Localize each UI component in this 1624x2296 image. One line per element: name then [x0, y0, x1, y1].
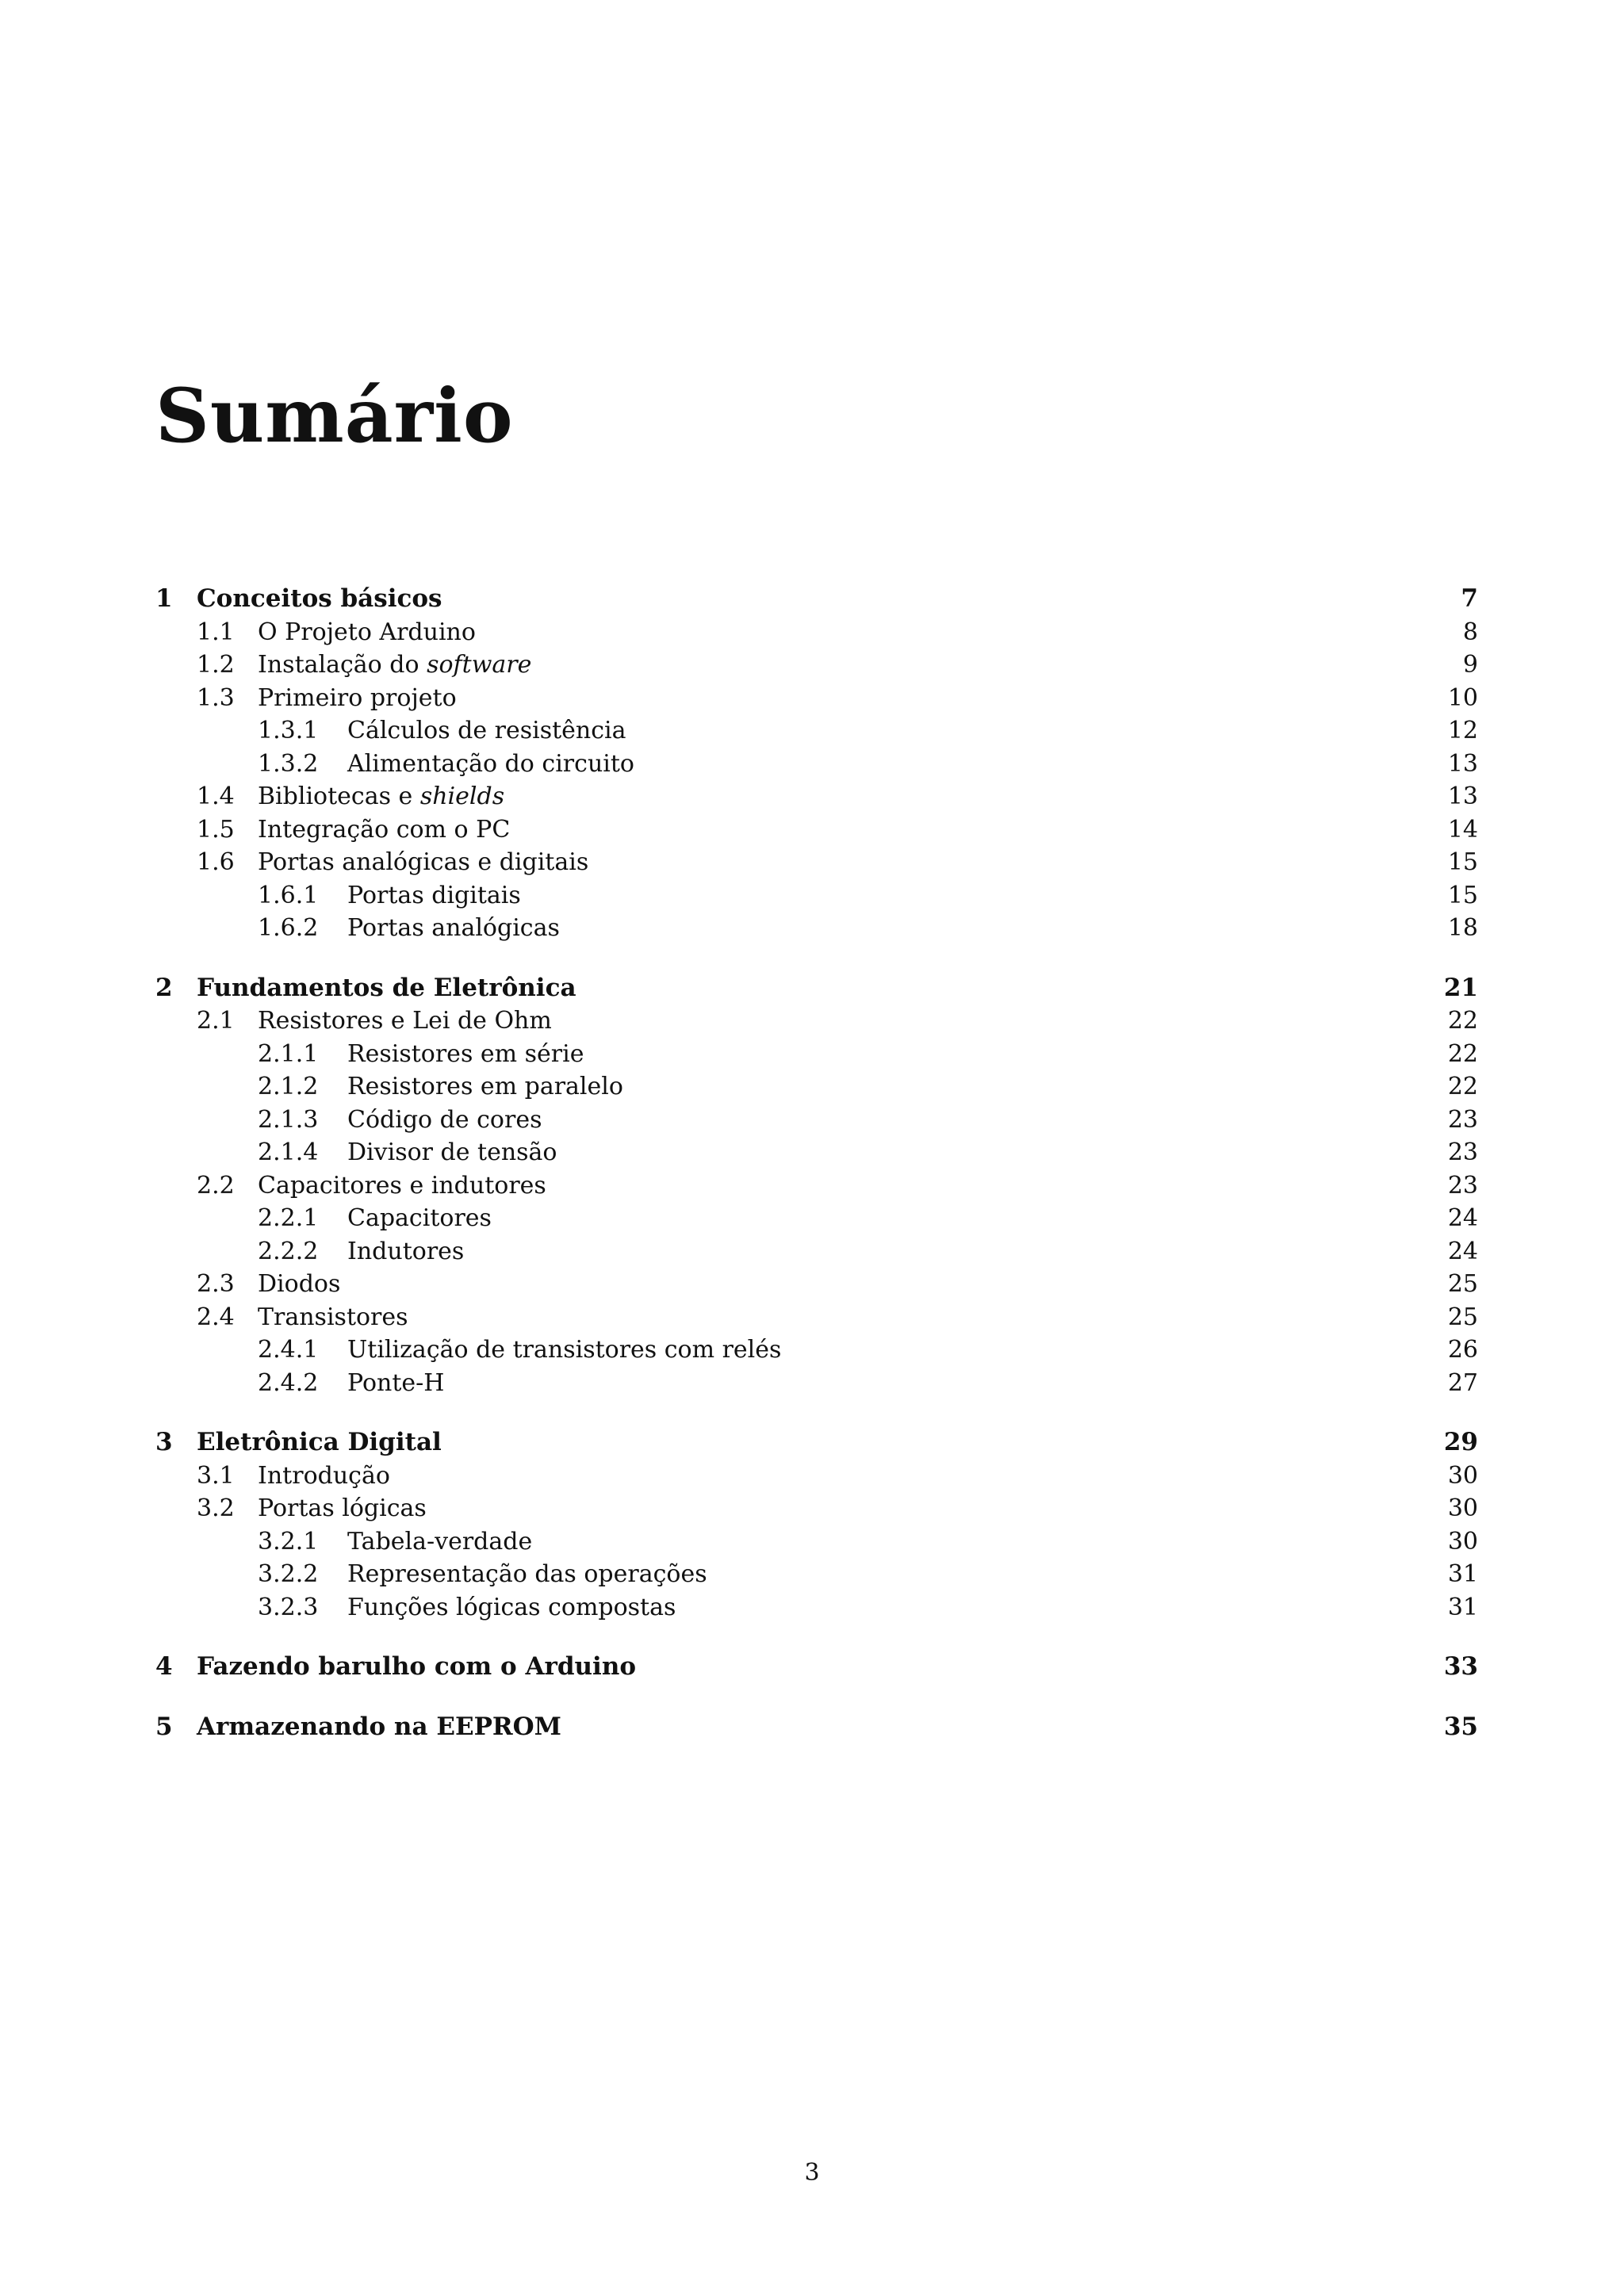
toc-entry-title[interactable]	[347, 1104, 550, 1137]
toc-entry-title[interactable]	[258, 1268, 348, 1301]
toc-entry-page: 21	[1443, 973, 1478, 1002]
toc-entry-title-text: Portas analógicas e digitais	[258, 848, 589, 876]
toc-entry-title-text: Resistores e Lei de Ohm	[258, 1007, 552, 1035]
toc-entry-title[interactable]	[258, 1460, 398, 1493]
toc-entry-page: 14	[1447, 815, 1478, 844]
toc-entry-page: 15	[1447, 881, 1478, 909]
toc-entry-title[interactable]	[347, 1136, 565, 1169]
toc-entry-number: 2	[155, 973, 173, 1002]
toc-entry-title-text: Bibliotecas e	[258, 783, 420, 810]
toc-entry-title-italic: software	[427, 651, 532, 679]
toc-subsection[interactable]	[155, 1525, 1478, 1559]
toc-entry-title-text: Utilização de transistores com relés	[347, 1336, 782, 1364]
toc-entry-title[interactable]	[347, 1202, 500, 1235]
toc-entry-page: 13	[1447, 783, 1478, 810]
toc-entry-title-text: Conceitos básicos	[197, 584, 442, 613]
toc-entry-title[interactable]	[347, 1235, 472, 1269]
toc-subsection[interactable]	[155, 1334, 1478, 1367]
toc-subsection[interactable]	[155, 1235, 1478, 1269]
toc-entry-title-text: Alimentação do circuito	[347, 749, 634, 778]
toc-entry-title-text: Eletrônica Digital	[197, 1428, 442, 1456]
toc-entry-page: 25	[1447, 1270, 1478, 1298]
toc-entry-title-text: Portas analógicas	[347, 914, 560, 942]
toc-entry-number: 2.2	[197, 1171, 235, 1200]
toc-entry-title[interactable]	[258, 780, 512, 813]
toc-section[interactable]	[155, 1169, 1478, 1203]
toc-subsection[interactable]	[155, 1202, 1478, 1235]
toc-entry-title-text: Divisor de tensão	[347, 1138, 557, 1166]
toc-entry-number: 2.4.2	[258, 1368, 319, 1397]
toc-entry-title[interactable]	[258, 1004, 560, 1038]
toc-entry-title[interactable]	[197, 972, 584, 1005]
toc-entry-page: 33	[1443, 1652, 1478, 1681]
toc-entry-number: 3.2.3	[258, 1593, 319, 1621]
toc-chapter-heading[interactable]	[155, 1426, 1478, 1460]
toc-chapter	[155, 972, 1478, 1400]
toc-subsection[interactable]	[155, 1591, 1478, 1624]
toc-subsection[interactable]	[155, 1136, 1478, 1169]
toc-entry-title-text: Resistores em paralelo	[347, 1073, 623, 1100]
toc-entry-page: 27	[1447, 1368, 1478, 1397]
toc-subsection[interactable]	[155, 1558, 1478, 1591]
toc-entry-page: 24	[1447, 1237, 1478, 1265]
toc-entry-number: 2.1.1	[258, 1039, 319, 1068]
toc-entry-number: 1.6	[197, 848, 235, 876]
toc-subsection[interactable]	[155, 1367, 1478, 1400]
toc-entry-title-text: Representação das operações	[347, 1560, 707, 1588]
toc-entry-title[interactable]	[347, 1591, 684, 1624]
toc-entry-page: 12	[1447, 717, 1478, 744]
toc-entry-title-text: Diodos	[258, 1270, 341, 1298]
toc-entry-title-text: Indutores	[347, 1237, 465, 1265]
toc-entry-number: 1	[155, 584, 173, 613]
toc-section[interactable]	[155, 649, 1478, 682]
toc-entry-number: 2.4	[197, 1303, 235, 1331]
toc-chapter	[155, 1426, 1478, 1624]
toc-entry-page: 22	[1447, 1073, 1478, 1100]
toc-entry-title-text: Capacitores	[347, 1204, 492, 1232]
toc-entry-number: 1.6.2	[258, 914, 319, 942]
toc-entry-page: 30	[1447, 1527, 1478, 1556]
toc-entry-title-text: Introdução	[258, 1461, 390, 1490]
toc-entry-title-text: Fazendo barulho com o Arduino	[197, 1652, 637, 1681]
toc-entry-number: 1.2	[197, 651, 235, 679]
toc-entry-title[interactable]	[347, 748, 642, 781]
toc-entry-title-text: Cálculos de resistência	[347, 717, 626, 744]
toc-section[interactable]	[155, 846, 1478, 879]
toc-entry-page: 7	[1461, 584, 1478, 613]
toc-entry-title[interactable]	[197, 583, 450, 616]
toc-entry-page: 31	[1447, 1560, 1478, 1588]
toc-entry-number: 2.3	[197, 1270, 235, 1298]
toc-entry-title[interactable]	[347, 1070, 631, 1104]
toc-entry-title-text: Funções lógicas compostas	[347, 1593, 676, 1621]
toc-entry-title-text: Transistores	[258, 1303, 408, 1331]
toc-section[interactable]	[155, 813, 1478, 847]
toc-entry-number: 1.5	[197, 815, 235, 844]
toc-entry-page: 23	[1447, 1138, 1478, 1166]
toc-subsection[interactable]	[155, 748, 1478, 781]
page-number: 3	[804, 2159, 820, 2187]
toc-entry-title[interactable]	[258, 846, 596, 879]
toc-entry-number: 3.2.2	[258, 1560, 319, 1588]
toc-entry-number: 1.6.1	[258, 881, 319, 909]
toc-entry-number: 5	[155, 1712, 173, 1741]
toc-entry-page: 23	[1447, 1171, 1478, 1200]
toc-entry-number: 2.2.2	[258, 1237, 319, 1265]
toc-section[interactable]	[155, 1268, 1478, 1301]
toc-entry-page: 22	[1447, 1007, 1478, 1035]
toc-entry-title[interactable]	[258, 1169, 554, 1203]
toc-entry-title-text: Tabela-verdade	[347, 1527, 533, 1556]
toc-entry-number: 1.4	[197, 783, 235, 810]
toc-entry-page: 13	[1447, 749, 1478, 778]
toc-section[interactable]	[155, 1301, 1478, 1334]
toc-entry-number: 3.2	[197, 1494, 235, 1522]
toc-entry-title[interactable]	[347, 714, 634, 748]
toc-entry-page: 30	[1447, 1494, 1478, 1522]
toc-entry-title[interactable]	[258, 682, 465, 715]
toc-entry-title[interactable]	[258, 813, 518, 847]
toc-entry-number: 2.2.1	[258, 1204, 319, 1232]
toc-entry-page: 9	[1462, 651, 1478, 679]
toc-entry-number: 1.1	[197, 618, 235, 646]
toc-entry-title-text: Primeiro projeto	[258, 683, 457, 712]
toc-entry-title-text: Fundamentos de Eletrônica	[197, 973, 576, 1002]
toc-subsection[interactable]	[155, 1038, 1478, 1071]
toc-entry-page: 15	[1447, 848, 1478, 876]
toc-entry-title-text: Código de cores	[347, 1105, 542, 1134]
toc-entry-page: 8	[1462, 618, 1478, 646]
toc-entry-title[interactable]	[347, 1525, 540, 1559]
page-title: Sumário	[155, 373, 514, 460]
toc-entry-title[interactable]	[258, 616, 484, 649]
toc-section[interactable]	[155, 1492, 1478, 1525]
toc-entry-title-text: Capacitores e indutores	[258, 1171, 546, 1200]
toc-entry-title[interactable]	[197, 1711, 569, 1744]
toc-chapter-heading[interactable]	[155, 1711, 1478, 1744]
toc-entry-title-text: Integração com o PC	[258, 815, 511, 844]
toc-entry-number: 4	[155, 1652, 173, 1681]
toc-subsection[interactable]	[155, 714, 1478, 748]
toc-chapter-heading[interactable]	[155, 972, 1478, 1005]
toc-entry-title[interactable]	[347, 879, 529, 913]
toc-entry-title[interactable]	[197, 1651, 644, 1684]
toc-section[interactable]	[155, 682, 1478, 715]
toc-entry-title[interactable]	[347, 912, 568, 945]
toc-entry-page: 26	[1447, 1336, 1478, 1364]
toc-entry-title-text: Portas digitais	[347, 881, 521, 909]
toc-entry-number: 1.3.2	[258, 749, 319, 778]
toc-entry-title-italic: shields	[419, 783, 505, 810]
toc-subsection[interactable]	[155, 879, 1478, 913]
toc-entry-title-text: Resistores em série	[347, 1039, 584, 1068]
toc-entry-title[interactable]	[258, 1301, 416, 1334]
toc-entry-page: 35	[1443, 1712, 1478, 1741]
toc-entry-number: 2.1	[197, 1007, 235, 1035]
toc-entry-title-text: Instalação do	[258, 651, 427, 679]
toc-entry-title[interactable]	[258, 649, 539, 682]
toc-entry-page: 22	[1447, 1039, 1478, 1068]
toc-entry-page: 10	[1447, 683, 1478, 712]
toc-entry-page: 24	[1447, 1204, 1478, 1232]
toc-entry-title[interactable]	[347, 1038, 592, 1071]
toc-chapter-heading[interactable]	[155, 583, 1478, 616]
toc-entry-number: 3.1	[197, 1461, 235, 1490]
toc-entry-title-text: Armazenando na EEPROM	[197, 1712, 561, 1741]
toc-section[interactable]	[155, 1004, 1478, 1038]
toc-subsection[interactable]	[155, 912, 1478, 945]
toc-section[interactable]	[155, 1460, 1478, 1493]
toc-entry-number: 2.1.4	[258, 1138, 319, 1166]
toc-chapter	[155, 1711, 1478, 1744]
toc-entry-number: 2.1.3	[258, 1105, 319, 1134]
toc-entry-page: 30	[1447, 1461, 1478, 1490]
toc-section[interactable]	[155, 616, 1478, 649]
toc-entry-page: 31	[1447, 1593, 1478, 1621]
toc-entry-number: 3.2.1	[258, 1527, 319, 1556]
toc-entry-number: 2.1.2	[258, 1073, 319, 1100]
toc-entry-title[interactable]	[347, 1367, 452, 1400]
toc-entry-number: 1.3	[197, 683, 235, 712]
toc-chapter	[155, 583, 1478, 945]
toc-entry-number: 2.4.1	[258, 1336, 319, 1364]
toc-entry-number: 1.3.1	[258, 717, 319, 744]
toc-entry-title[interactable]	[258, 1492, 435, 1525]
toc-entry-title-text: O Projeto Arduino	[258, 618, 476, 646]
toc-subsection[interactable]	[155, 1070, 1478, 1104]
toc-chapter	[155, 1651, 1478, 1684]
toc-chapter-heading[interactable]	[155, 1651, 1478, 1684]
toc-entry-title[interactable]	[347, 1334, 789, 1367]
toc-entry-page: 29	[1443, 1428, 1478, 1456]
toc-entry-page: 23	[1447, 1105, 1478, 1134]
toc-entry-number: 3	[155, 1428, 173, 1456]
toc-entry-page: 25	[1447, 1303, 1478, 1331]
toc-entry-page: 18	[1447, 914, 1478, 942]
table-of-contents	[155, 583, 1478, 1770]
toc-subsection[interactable]	[155, 1104, 1478, 1137]
toc-entry-title-text: Ponte-H	[347, 1368, 445, 1397]
toc-entry-title[interactable]	[347, 1558, 715, 1591]
toc-section[interactable]	[155, 780, 1478, 813]
toc-entry-title-text: Portas lógicas	[258, 1494, 427, 1522]
toc-entry-title[interactable]	[197, 1426, 450, 1460]
